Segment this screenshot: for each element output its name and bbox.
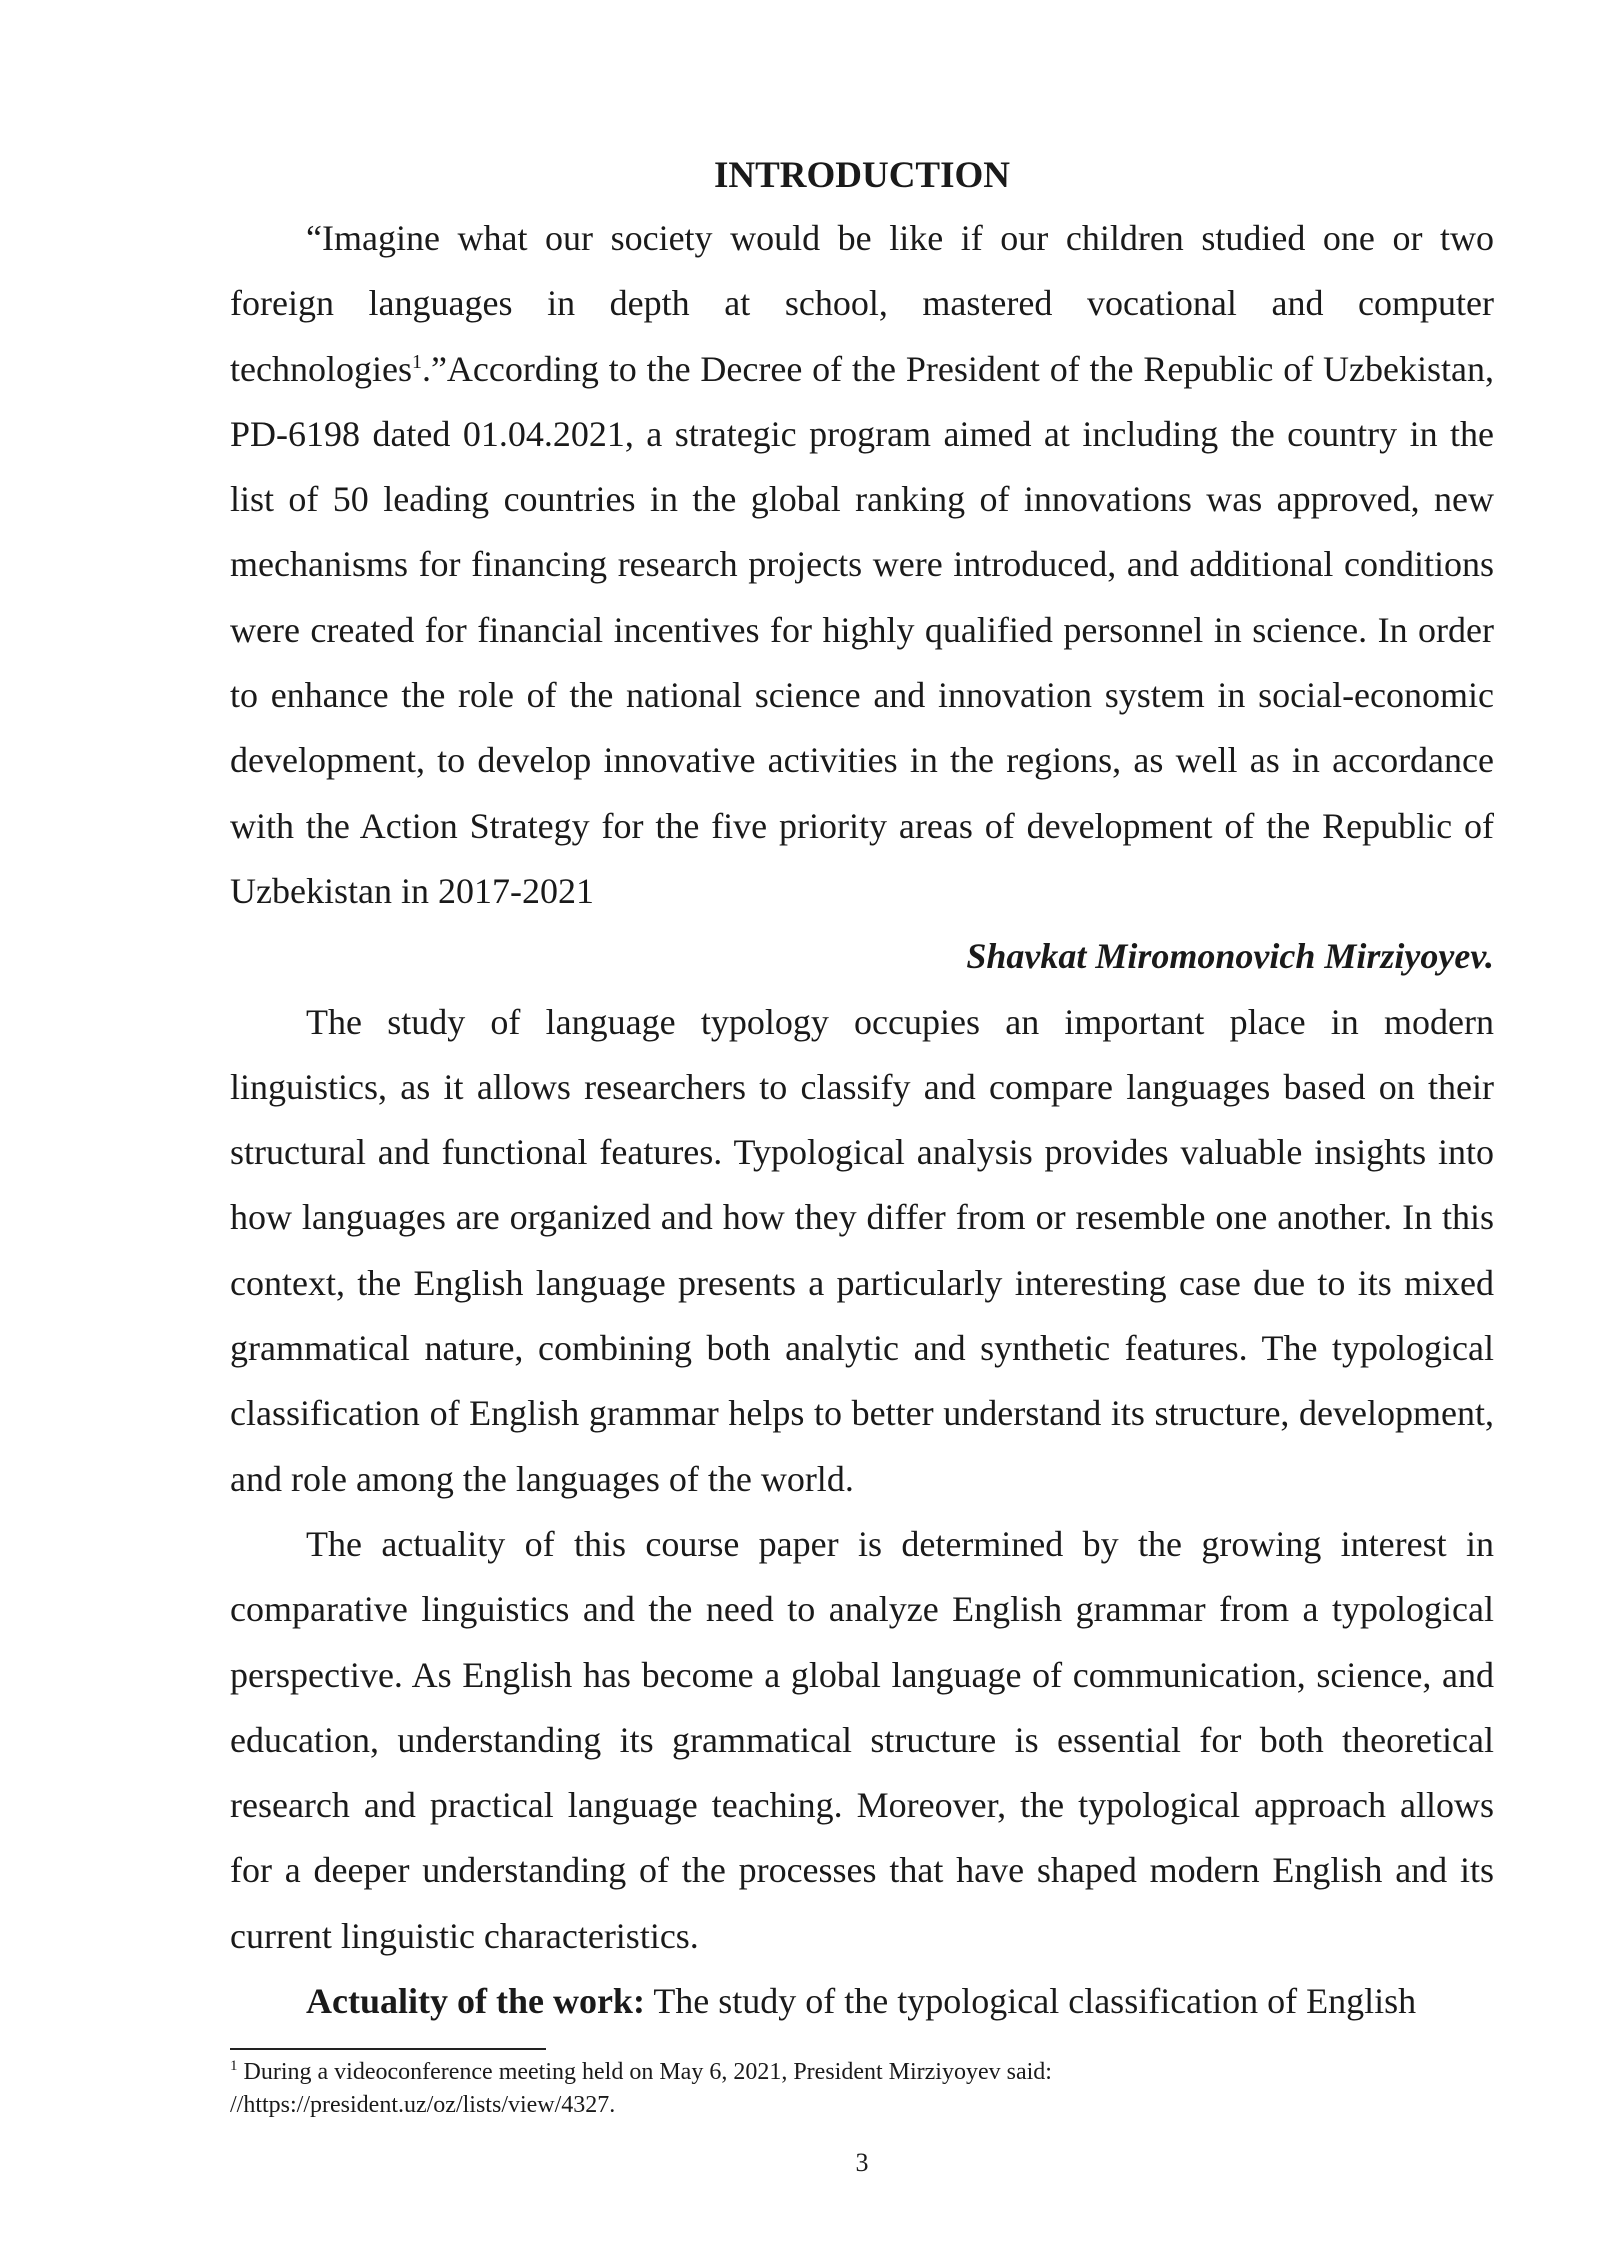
quote-attribution: Shavkat Miromonovich Mirziyoyev. <box>966 936 1494 977</box>
quote-text: “Imagine what our society would be like if our children studied one or two foreign languages in depth at school, mastered vocational and computer technologies <box>230 218 1494 389</box>
actuality-text: The study of the typological classification of English <box>653 1981 1417 2022</box>
decree-text: .”According to the Decree of the President of the Republic of Uzbekistan, PD-6198 dated 01.04.2021, a strategic program aimed at including the country in the list of 50 leading countries in the global ranking of innovations was approved, new mechanisms for financing research projects were introduced, and additional conditions were created for financial incentives for highly qualified personnel in science. In order to enhance the role of the national science and innovation system in social-economic development, to develop innovative activities in the regions, as well as in accordance with the Action Strategy for the five priority areas of development of the Republic of Uzbekistan in 2017-2021 <box>230 348 1494 911</box>
actuality-label: Actuality of the work: <box>306 1981 645 2022</box>
footnote-reference[interactable]: 1 <box>411 350 422 373</box>
footnote-marker: 1 <box>230 2058 238 2074</box>
typology-paragraph: The study of language typology occupies an important place in modern linguistics, as it allows researchers to classify and compare languages based on their structural and functional features. Typological analysis provides valuable insights into how languages are organized and how they differ from or resemble one another. In this context, the English language presents a particularly interesting case due to its mixed grammatical nature, combining both analytic and synthetic features. The typological classification of English grammar helps to better understand its structure, development, and role among the languages of the world. <box>230 1001 1494 1499</box>
body-text <box>230 206 1494 2034</box>
footnote-text: During a videoconference meeting held on May 6, 2021, President Mirziyoyev said: <box>243 2059 1052 2085</box>
footnote-divider <box>230 2048 546 2050</box>
actuality-of-work-paragraph <box>230 1969 1494 2034</box>
page-title: INTRODUCTION <box>713 155 1011 196</box>
page-number: 3 <box>855 2148 869 2177</box>
footnote-link[interactable]: //https://president.uz/oz/lists/view/4327. <box>230 2092 616 2118</box>
actuality-paragraph: The actuality of this course paper is determined by the growing interest in comparative linguistics and the need to analyze English grammar from a typological perspective. As English has become a global language of communication, science, and education, understanding its grammatical structure is essential for both theoretical research and practical language teaching. Moreover, the typological approach allows for a deeper understanding of the processes that have shaped modern English and its current linguistic characteristics. <box>230 1523 1494 1956</box>
footnote <box>230 2056 1494 2122</box>
footnote-line-1 <box>230 2056 1494 2089</box>
intro-paragraph <box>230 206 1494 924</box>
